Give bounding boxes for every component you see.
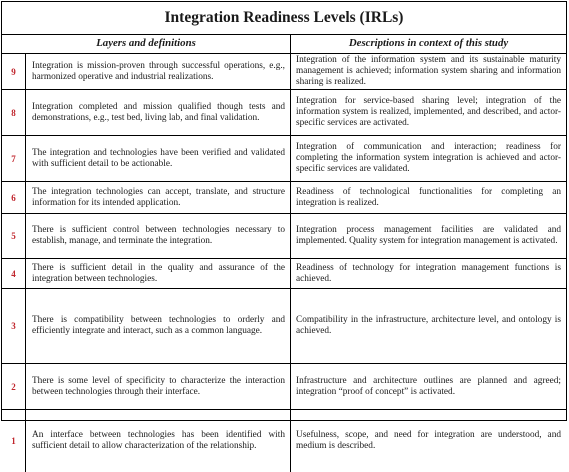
- level-description: Readiness of technological functionalities for completing an integration is realized.: [296, 186, 561, 208]
- level-definition: There is some level of specificity to characterize the interaction between technologies through their interface.: [26, 364, 291, 409]
- header-descriptions: Descriptions in context of this study: [348, 37, 509, 49]
- level-description: Readiness of technology for integration management functions is achieved.: [296, 262, 561, 284]
- level-definition: Integration is mission-proven through successful operations, e.g., harmonized operative and industrial realizations.: [26, 54, 291, 89]
- level-number: 8: [2, 90, 26, 135]
- level-description: Integration of the information system and its sustainable maturity management is achieved; information system sharing and information sharing is realized.: [296, 55, 561, 87]
- irl-table: [1, 1, 567, 451]
- table-header-row: [2, 34, 566, 54]
- level-number: 5: [2, 214, 26, 258]
- level-definition: There is sufficient control between technologies necessary to establish, manage, and terminate the integration.: [26, 214, 291, 258]
- header-layers-definitions: Layers and definitions: [2, 34, 291, 53]
- table-row: [2, 136, 566, 182]
- level-definition: The integration technologies can accept, translate, and structure information for its intended application.: [26, 182, 291, 213]
- table-row: [2, 214, 566, 259]
- level-number: 6: [2, 182, 26, 213]
- level-number: 3: [2, 289, 26, 363]
- table-row: [2, 364, 566, 410]
- level-definition: The integration and technologies have been verified and validated with sufficient detail to be actionable.: [26, 136, 291, 181]
- table-title: Integration Readiness Levels (IRLs): [2, 2, 566, 35]
- table-row: [2, 289, 566, 364]
- level-definition: There is compatibility between technologies to orderly and efficiently integrate and interact, such as a common language.: [26, 289, 291, 363]
- level-definition: An interface between technologies has been identified with sufficient detail to allow characterization of the relationship.: [26, 410, 291, 472]
- table-row: [2, 90, 566, 136]
- level-number: 2: [2, 364, 26, 409]
- level-description: Integration process management facilities are validated and implemented. Quality system for integration management is activated.: [296, 225, 561, 246]
- level-number: 4: [2, 259, 26, 288]
- table-row: [2, 54, 566, 90]
- level-definition: There is sufficient detail in the quality and assurance of the integration between technologies.: [26, 259, 291, 288]
- level-number: 9: [2, 54, 26, 89]
- table-row: [2, 259, 566, 289]
- level-number: 1: [2, 410, 26, 472]
- level-description: Usefulness, scope, and need for integration are understood, and medium is described.: [296, 430, 561, 451]
- level-description: Infrastructure and architecture outlines are planned and agreed; integration “proof of concept” is activated.: [296, 375, 561, 397]
- level-description: Integration for service-based sharing level; integration of the information system is realized, implemented, and described, and actor-specific services are activated.: [296, 96, 561, 128]
- level-description: Compatibility in the infrastructure, architecture level, and ontology is achieved.: [296, 315, 561, 336]
- level-number: 7: [2, 136, 26, 181]
- level-definition: Integration completed and mission qualified though tests and demonstrations, e.g., test bed, living lab, and final validation.: [26, 90, 291, 135]
- table-row: [2, 182, 566, 214]
- table-row: [2, 410, 566, 472]
- level-description: Integration of communication and interaction; readiness for completing the information system integration is achieved and actor-specific services are validated.: [296, 142, 561, 174]
